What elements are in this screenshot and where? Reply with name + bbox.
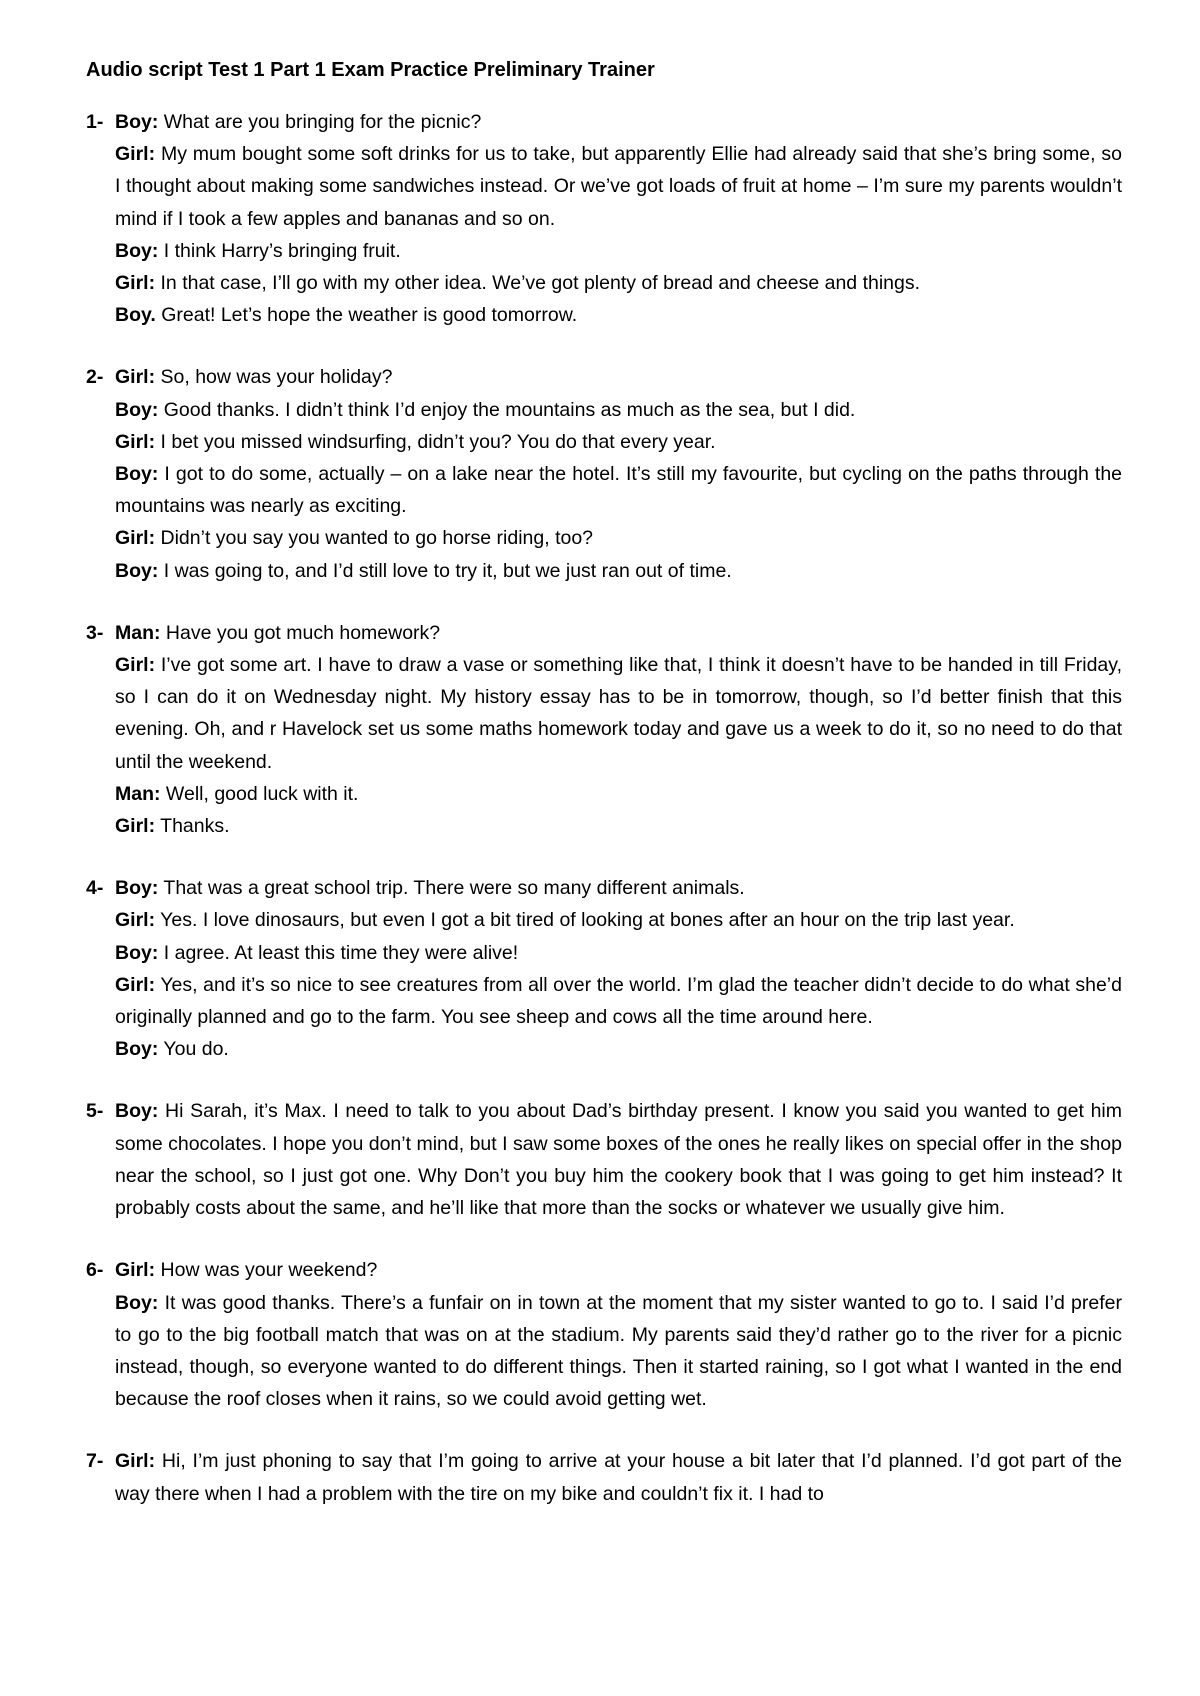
line-text: Thanks. [160, 815, 230, 838]
script-item-4 [86, 872, 1122, 1065]
dialogue-line [115, 810, 1122, 842]
item-number: 3- [86, 621, 104, 644]
script-item-1 [86, 106, 1122, 331]
dialogue [115, 617, 1122, 842]
dialogue-line [115, 426, 1122, 458]
item-number: 5- [86, 1100, 104, 1123]
speaker-label: Boy: [115, 463, 159, 486]
speaker-label: Boy: [115, 239, 159, 262]
dialogue-line [115, 937, 1122, 969]
speaker-label: Boy: [115, 1038, 159, 1061]
line-text: How was your weekend? [160, 1259, 378, 1282]
script-item-3 [86, 617, 1122, 842]
line-text: I bet you missed windsurfing, didn’t you? You do that every year. [160, 430, 716, 453]
speaker-label: Boy. [115, 304, 156, 327]
line-text: I’ve got some art. I have to draw a vase or something like that, I think it doesn’t have to be handed in till Friday, so I can do it on Wednesday night. My history essay has to be in tomorrow, though, so I’d better finish that this evening. Oh, and r Havelock set us some maths homework today and gave us a week to do it, so no need to do that until the weekend. [115, 654, 1122, 773]
speaker-label: Boy: [115, 559, 159, 582]
dialogue-line [115, 1095, 1122, 1224]
dialogue [115, 106, 1122, 331]
dialogue-line [115, 649, 1122, 778]
speaker-label: Girl: [115, 815, 156, 838]
speaker-label: Boy: [115, 111, 159, 133]
dialogue-line [115, 969, 1122, 1033]
speaker-label: Boy: [115, 1100, 159, 1123]
item-number: 2- [86, 366, 104, 389]
dialogue-line [115, 138, 1122, 235]
line-text: Yes, and it’s so nice to see creatures from all over the world. I’m glad the teacher didn’t decide to do what she’d originally planned and go to the farm. You see sheep and cows all the time around here. [115, 973, 1122, 1029]
speaker-label: Girl: [115, 1450, 156, 1473]
item-number: 4- [86, 877, 104, 900]
line-text: Hi Sarah, it’s Max. I need to talk to you about Dad’s birthday present. I know you said you wanted to get him some chocolates. I hope you don’t mind, but I saw some boxes of the ones he really likes on special offer in the shop near the school, so I just got one. Why Don’t you buy him the cookery book that I was going to get him instead? It probably costs about the same, and he’ll like that more than the socks or whatever we usually give him. [115, 1100, 1123, 1220]
dialogue-line [115, 394, 1122, 426]
item-number: 1- [86, 111, 104, 133]
speaker-label: Girl: [115, 973, 156, 996]
line-text: In that case, I’ll go with my other idea. We’ve got plenty of bread and cheese and things. [160, 272, 921, 295]
line-text: I got to do some, actually – on a lake near the hotel. It’s still my favourite, but cycling on the paths through the mountains was nearly as exciting. [115, 463, 1123, 518]
dialogue [115, 1254, 1122, 1415]
dialogue-line [115, 1254, 1122, 1286]
speaker-label: Girl: [115, 1259, 156, 1282]
speaker-label: Boy: [115, 877, 159, 900]
dialogue-line [115, 299, 1122, 331]
line-text: That was a great school trip. There were so many different animals. [163, 877, 745, 900]
line-text: I think Harry’s bringing fruit. [163, 239, 401, 262]
speaker-label: Girl: [115, 272, 156, 295]
speaker-label: Man: [115, 621, 161, 644]
speaker-label: Girl: [115, 430, 156, 453]
dialogue-line [115, 106, 1122, 138]
dialogue-line [115, 235, 1122, 267]
line-text: Great! Let’s hope the weather is good tomorrow. [161, 304, 578, 327]
document-title: Audio script Test 1 Part 1 Exam Practice Preliminary Trainer [86, 59, 655, 81]
dialogue-line [115, 522, 1122, 554]
dialogue-line [115, 872, 1122, 904]
dialogue [115, 872, 1122, 1065]
dialogue-line [115, 1033, 1122, 1065]
line-text: So, how was your holiday? [160, 366, 393, 389]
script-item-7 [86, 1445, 1122, 1509]
speaker-label: Boy: [115, 1291, 159, 1314]
line-text: Hi, I’m just phoning to say that I’m going to arrive at your house a bit later that I’d planned. I’d got part of the way there when I had a problem with the tire on my bike and couldn’t fix it. I had to [115, 1450, 1122, 1505]
dialogue-line [115, 458, 1122, 522]
line-text: I agree. At least this time they were alive! [163, 941, 519, 964]
speaker-label: Boy: [115, 398, 159, 421]
dialogue-line [115, 555, 1122, 587]
line-text: Didn’t you say you wanted to go horse riding, too? [160, 527, 594, 550]
speaker-label: Girl: [115, 909, 156, 932]
line-text: It was good thanks. There’s a funfair on in town at the moment that my sister wanted to go to. I said I’d prefer to go to the big football match that was on at the stadium. My parents said they’d rather go to the river for a picnic instead, though, so everyone wanted to do different things. Then it started raining, so I got what I wanted in the end because the roof closes when it rains, so we could avoid getting wet. [115, 1291, 1122, 1411]
dialogue [115, 361, 1122, 586]
dialogue-line [115, 267, 1122, 299]
line-text: Well, good luck with it. [165, 782, 359, 805]
speaker-label: Girl: [115, 527, 156, 550]
dialogue-line [115, 1445, 1122, 1509]
line-text: My mum bought some soft drinks for us to take, but apparently Ellie had already said that she’s bring some, so I thought about making some sandwiches instead. Or we’ve got loads of fruit at home – I’m sure my parents wouldn’t mind if I took a few apples and bananas and so on. [115, 143, 1122, 230]
speaker-label: Girl: [115, 366, 156, 389]
dialogue-line [115, 904, 1122, 936]
item-number: 6- [86, 1259, 104, 1282]
dialogue-line [115, 1287, 1122, 1416]
dialogue [115, 1095, 1122, 1224]
line-text: What are you bringing for the picnic? [163, 111, 482, 133]
speaker-label: Girl: [115, 143, 156, 166]
dialogue [115, 1445, 1122, 1509]
dialogue-line [115, 778, 1122, 810]
speaker-label: Man: [115, 782, 161, 805]
line-text: Yes. I love dinosaurs, but even I got a bit tired of looking at bones after an hour on the trip last year. [160, 909, 1015, 932]
dialogue-line [115, 361, 1122, 393]
script-item-6 [86, 1254, 1122, 1415]
line-text: Good thanks. I didn’t think I’d enjoy the mountains as much as the sea, but I did. [163, 398, 856, 421]
item-number: 7- [86, 1450, 104, 1473]
speaker-label: Boy: [115, 941, 159, 964]
speaker-label: Girl: [115, 654, 156, 677]
line-text: I was going to, and I’d still love to try it, but we just ran out of time. [163, 559, 732, 582]
line-text: You do. [163, 1038, 229, 1061]
script-item-2 [86, 361, 1122, 586]
line-text: Have you got much homework? [165, 621, 441, 644]
script-item-5 [86, 1095, 1122, 1224]
dialogue-line [115, 617, 1122, 649]
